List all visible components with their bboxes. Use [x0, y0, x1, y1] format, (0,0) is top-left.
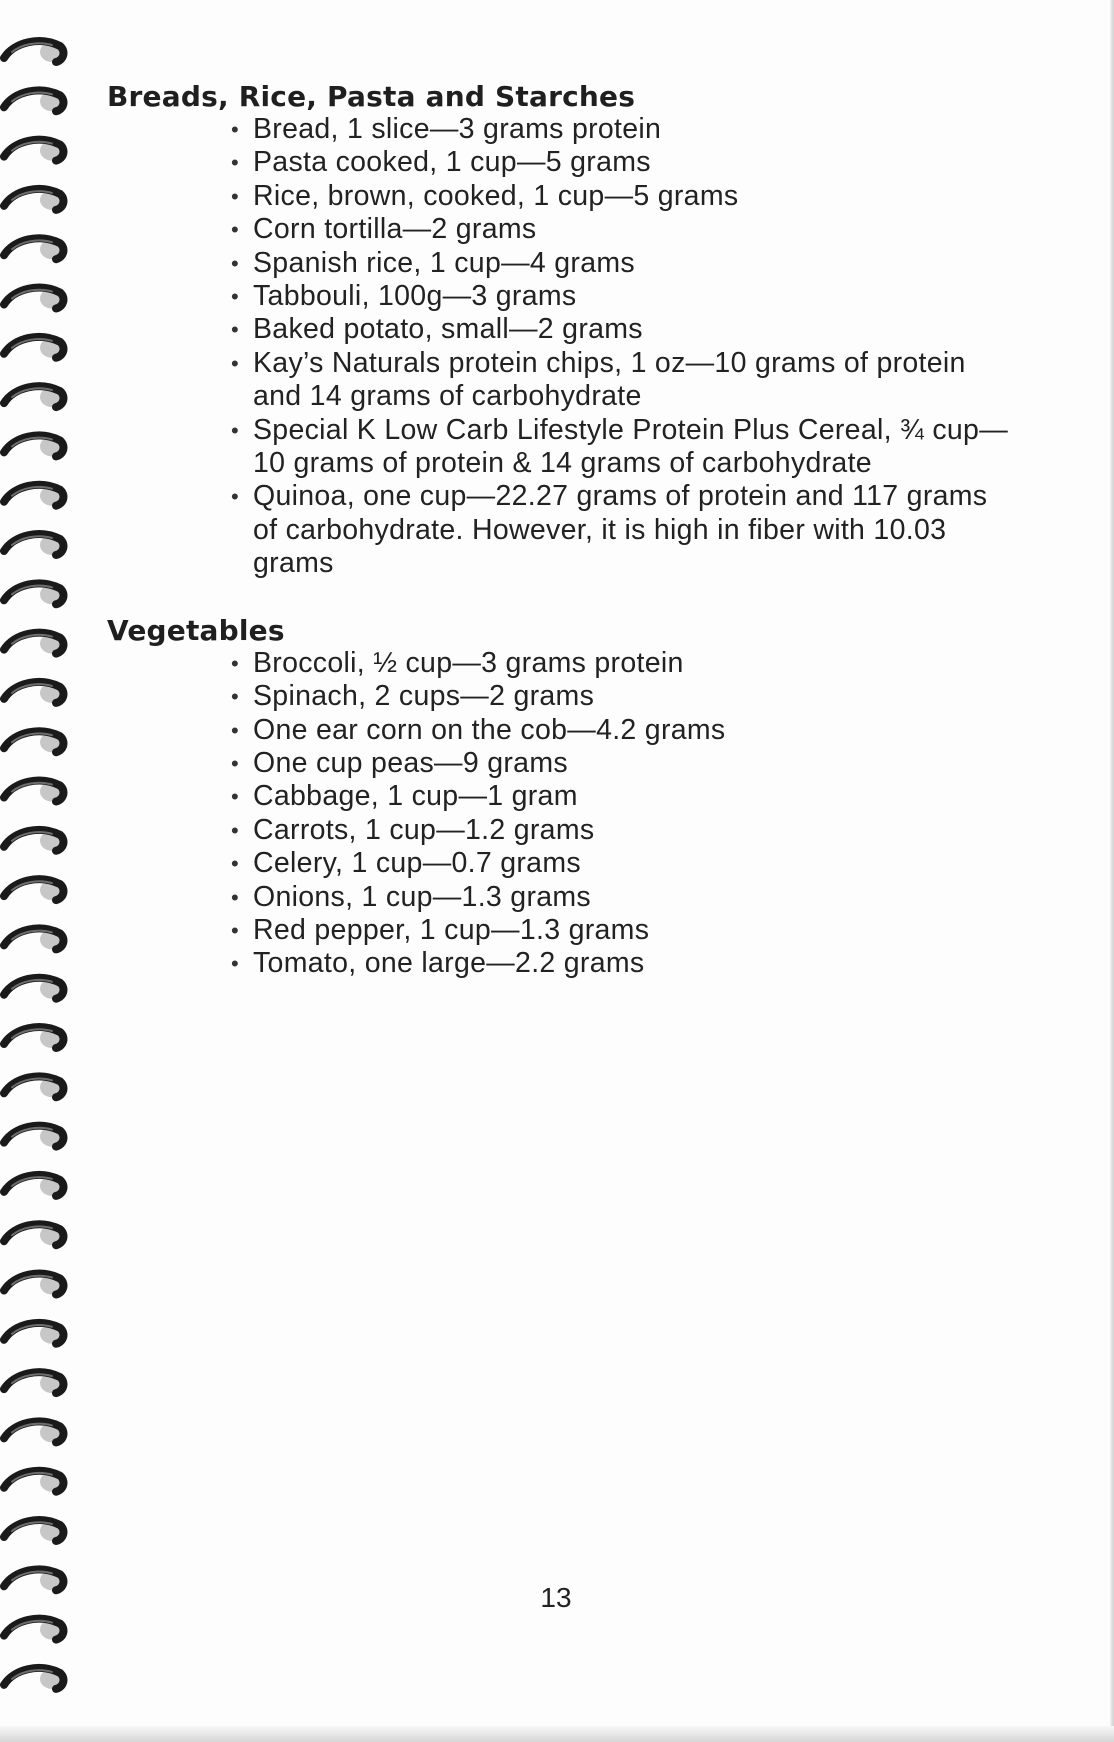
binding-coil	[4, 1274, 64, 1295]
section-heading-breads: Breads, Rice, Pasta and Starches	[107, 80, 636, 113]
bullet: •	[231, 117, 240, 142]
binding-coil	[4, 830, 64, 851]
list-item: • One cup peas—9 grams	[231, 746, 568, 779]
binding-coil	[4, 41, 64, 62]
list-item: • Red pepper, 1 cup—1.3 grams	[231, 913, 650, 946]
section-heading-vegetables: Vegetables	[107, 613, 285, 647]
bullet: •	[231, 884, 240, 910]
binding-coil	[4, 288, 64, 309]
binding-coil	[4, 978, 64, 999]
binding-coil	[4, 1323, 64, 1344]
binding-coil	[4, 682, 64, 703]
list-item: • Bread, 1 slice—3 grams protein	[231, 113, 662, 145]
list-item: • Baked potato, small—2 grams	[231, 313, 643, 346]
bullet: •	[231, 750, 240, 776]
bullet: •	[231, 650, 240, 676]
bullet: •	[231, 484, 240, 510]
list-item: • Spinach, 2 cups—2 grams	[231, 680, 595, 713]
breads-list	[107, 113, 1007, 581]
bullet: •	[231, 717, 240, 743]
binding-coil	[4, 633, 64, 654]
bullet: •	[231, 350, 240, 376]
list-item: • One ear corn on the cob—4.2 grams	[231, 713, 726, 746]
binding-coil	[4, 189, 64, 210]
binding-coil	[4, 238, 64, 259]
section-breads	[107, 80, 1007, 581]
bullet: •	[231, 817, 240, 843]
spiral-binding	[0, 30, 80, 1730]
binding-coil	[4, 1668, 64, 1689]
list-item: • Spanish rice, 1 cup—4 grams	[231, 246, 635, 279]
list-item: • Kay’s Naturals protein chips, 1 oz—10 grams of protein and 14 grams of carbohydrate	[231, 346, 966, 413]
list-item: • Broccoli, ½ cup—3 grams protein	[231, 646, 684, 679]
bullet: •	[231, 851, 240, 877]
binding-coil	[4, 1619, 64, 1640]
binding-coil	[4, 140, 64, 161]
page-content	[107, 80, 1007, 981]
binding-coil	[4, 1076, 64, 1097]
list-item: • Carrots, 1 cup—1.2 grams	[231, 813, 595, 846]
bullet: •	[231, 417, 240, 443]
bullet: •	[231, 784, 240, 810]
page-edge-right	[1110, 0, 1114, 1742]
binding-coil	[4, 583, 64, 604]
list-item: • Celery, 1 cup—0.7 grams	[231, 847, 581, 880]
vegetables-list	[107, 647, 1007, 981]
binding-coil	[4, 534, 64, 555]
binding-coil	[4, 1126, 64, 1147]
list-item: • Rice, brown, cooked, 1 cup—5 grams	[231, 179, 739, 212]
list-item: • Corn tortilla—2 grams	[231, 213, 537, 246]
list-item: • Tomato, one large—2.2 grams	[231, 947, 645, 980]
binding-coil	[4, 1471, 64, 1492]
binding-coil	[4, 337, 64, 358]
binding-coil	[4, 1175, 64, 1196]
bullet: •	[231, 250, 240, 276]
binding-coil	[4, 781, 64, 802]
bullet: •	[231, 183, 240, 209]
bullet: •	[231, 951, 240, 977]
binding-coil	[4, 929, 64, 950]
bullet: •	[231, 284, 240, 310]
section-vegetables	[107, 614, 1007, 981]
binding-coil	[4, 386, 64, 407]
bullet: •	[231, 684, 240, 710]
bullet: •	[231, 317, 240, 343]
bullet: •	[231, 917, 240, 943]
binding-coil	[4, 879, 64, 900]
list-item: • Quinoa, one cup—22.27 grams of protein and 117 grams of carbohydrate. However, it is high in fiber with 10.03 grams	[231, 480, 988, 580]
bullet: •	[231, 217, 240, 243]
binding-coil	[4, 1027, 64, 1048]
list-item: • Special K Low Carb Lifestyle Protein Plus Cereal, ¾ cup—10 grams of protein & 14 grams of carbohydrate	[231, 413, 1008, 480]
binding-coil	[4, 1422, 64, 1443]
list-item: • Pasta cooked, 1 cup—5 grams	[231, 146, 651, 179]
list-item: • Tabbouli, 100g—3 grams	[231, 280, 577, 313]
page-number: 13	[540, 1582, 572, 1613]
page-edge-bottom	[0, 1726, 1114, 1742]
binding-coil	[4, 1520, 64, 1541]
binding-coil	[4, 1372, 64, 1393]
binding-coil	[4, 1224, 64, 1245]
list-item: • Cabbage, 1 cup—1 gram	[231, 780, 578, 813]
list-item: • Onions, 1 cup—1.3 grams	[231, 880, 591, 913]
bullet: •	[231, 150, 240, 176]
binding-coil	[4, 731, 64, 752]
binding-coil	[4, 436, 64, 457]
binding-coil	[4, 485, 64, 506]
binding-coil	[4, 90, 64, 111]
